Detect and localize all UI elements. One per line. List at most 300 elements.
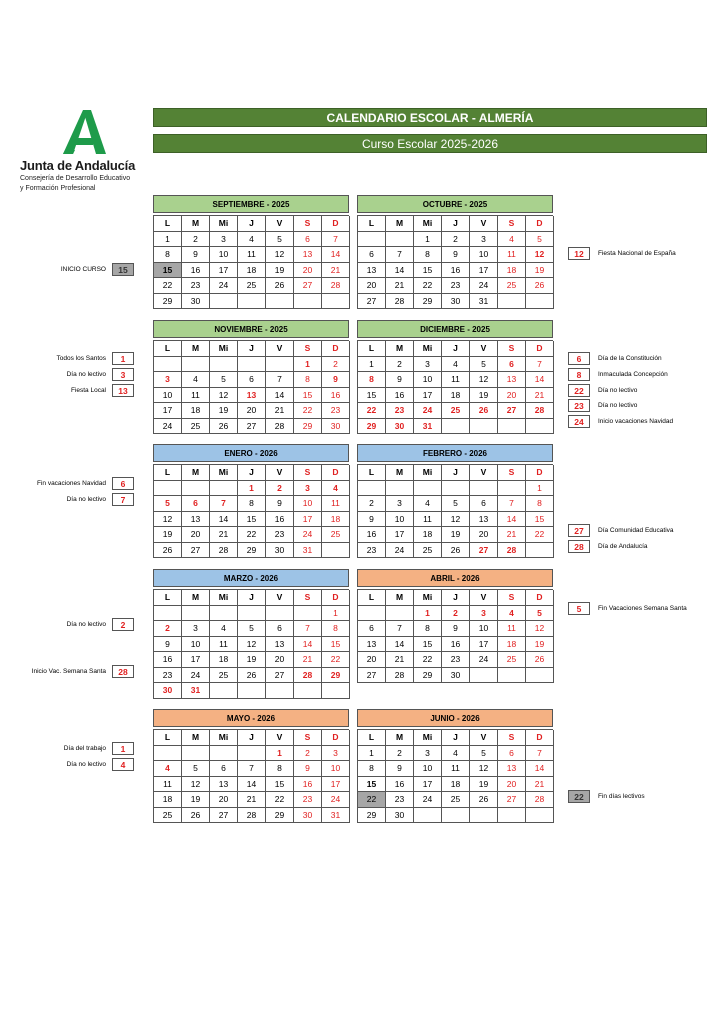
day-cell: 22	[358, 792, 386, 808]
weekday-header: M	[182, 590, 210, 606]
day-cell: 14	[386, 637, 414, 653]
month-grid	[153, 729, 349, 823]
day-cell: 2	[442, 606, 470, 622]
day-cell: 29	[358, 419, 386, 435]
day-cell: 20	[210, 792, 238, 808]
day-cell: 31	[294, 543, 322, 559]
month-title: OCTUBRE - 2025	[357, 195, 553, 213]
day-cell: 4	[238, 232, 266, 248]
weekday-header: Mi	[414, 590, 442, 606]
day-cell: 1	[414, 606, 442, 622]
day-cell: 18	[322, 512, 350, 528]
empty-cell	[154, 746, 182, 762]
month-title: NOVIEMBRE - 2025	[153, 320, 349, 338]
day-cell: 14	[210, 512, 238, 528]
page-subtitle: Curso Escolar 2025-2026	[153, 134, 707, 153]
calendar-note	[67, 617, 134, 631]
day-cell: 7	[526, 746, 554, 762]
day-cell: 26	[470, 403, 498, 419]
weekday-header: J	[442, 590, 470, 606]
weekday-header: S	[294, 590, 322, 606]
note-label: Día no lectivo	[66, 620, 106, 628]
empty-cell	[498, 419, 526, 435]
day-cell: 9	[266, 496, 294, 512]
day-cell: 18	[182, 403, 210, 419]
weekday-header: V	[266, 465, 294, 481]
day-cell: 5	[526, 232, 554, 248]
calendar-note	[568, 367, 668, 381]
note-day-box: 27	[568, 524, 590, 537]
day-cell: 16	[386, 388, 414, 404]
day-cell: 18	[238, 263, 266, 279]
note-day-box: 12	[568, 247, 590, 260]
weekday-header: M	[182, 341, 210, 357]
day-cell: 18	[498, 637, 526, 653]
day-cell: 7	[498, 496, 526, 512]
day-cell: 26	[182, 808, 210, 824]
day-cell: 10	[210, 247, 238, 263]
day-cell: 19	[154, 527, 182, 543]
empty-cell	[386, 481, 414, 497]
day-cell: 14	[238, 777, 266, 793]
day-cell: 16	[358, 527, 386, 543]
empty-cell	[498, 294, 526, 310]
day-cell: 5	[470, 357, 498, 373]
day-cell: 13	[358, 263, 386, 279]
weekday-header: M	[386, 216, 414, 232]
day-cell: 23	[154, 668, 182, 684]
month-calendar	[357, 709, 553, 823]
month-title: MAYO - 2026	[153, 709, 349, 727]
day-cell: 9	[322, 372, 350, 388]
day-cell: 4	[414, 496, 442, 512]
day-cell: 4	[154, 761, 182, 777]
empty-cell	[526, 543, 554, 559]
day-cell: 2	[266, 481, 294, 497]
month-calendar	[153, 444, 349, 558]
calendar-note	[71, 383, 134, 397]
day-cell: 10	[322, 761, 350, 777]
day-cell: 26	[154, 543, 182, 559]
weekday-header: J	[442, 730, 470, 746]
day-cell: 3	[470, 606, 498, 622]
weekday-header: S	[498, 341, 526, 357]
empty-cell	[442, 481, 470, 497]
weekday-header: S	[294, 341, 322, 357]
day-cell: 15	[358, 777, 386, 793]
weekday-header: D	[322, 730, 350, 746]
day-cell: 19	[470, 777, 498, 793]
day-cell: 27	[470, 543, 498, 559]
weekday-header: L	[154, 341, 182, 357]
junta-logo	[20, 108, 150, 193]
calendar-note	[56, 351, 134, 365]
day-cell: 14	[526, 761, 554, 777]
day-cell: 23	[442, 278, 470, 294]
day-cell: 18	[210, 652, 238, 668]
day-cell: 25	[154, 808, 182, 824]
day-cell: 30	[442, 294, 470, 310]
day-cell: 18	[442, 388, 470, 404]
empty-cell	[526, 808, 554, 824]
weekday-header: D	[322, 341, 350, 357]
day-cell: 28	[294, 668, 322, 684]
weekday-header: M	[386, 341, 414, 357]
empty-cell	[470, 808, 498, 824]
day-cell: 29	[294, 419, 322, 435]
day-cell: 20	[358, 278, 386, 294]
day-cell: 19	[182, 792, 210, 808]
day-cell: 4	[182, 372, 210, 388]
day-cell: 26	[442, 543, 470, 559]
month-title: ABRIL - 2026	[357, 569, 553, 587]
day-cell: 1	[238, 481, 266, 497]
weekday-header: D	[526, 465, 554, 481]
day-cell: 1	[358, 746, 386, 762]
day-cell: 19	[238, 652, 266, 668]
day-cell: 26	[266, 278, 294, 294]
day-cell: 19	[470, 388, 498, 404]
month-grid	[153, 464, 349, 558]
month-grid	[357, 464, 553, 558]
day-cell: 10	[294, 496, 322, 512]
day-cell: 15	[526, 512, 554, 528]
weekday-header: J	[442, 465, 470, 481]
day-cell: 26	[526, 652, 554, 668]
note-label: Fin días lectivos	[598, 792, 645, 800]
weekday-header: Mi	[210, 341, 238, 357]
day-cell: 13	[294, 247, 322, 263]
day-cell: 17	[414, 388, 442, 404]
note-day-box: 8	[568, 368, 590, 381]
day-cell: 26	[526, 278, 554, 294]
empty-cell	[210, 357, 238, 373]
month-title: ENERO - 2026	[153, 444, 349, 462]
note-day-box: 28	[112, 665, 134, 678]
day-cell: 25	[238, 278, 266, 294]
empty-cell	[526, 294, 554, 310]
note-label: Día de Andalucía	[598, 542, 648, 550]
day-cell: 7	[322, 232, 350, 248]
day-cell: 17	[386, 527, 414, 543]
day-cell: 2	[386, 746, 414, 762]
weekday-header: L	[358, 341, 386, 357]
note-day-box: 3	[112, 368, 134, 381]
day-cell: 3	[210, 232, 238, 248]
logo-sub-2: y Formación Profesional	[20, 185, 96, 192]
day-cell: 13	[182, 512, 210, 528]
day-cell: 4	[442, 357, 470, 373]
day-cell: 7	[526, 357, 554, 373]
day-cell: 27	[358, 294, 386, 310]
day-cell: 28	[386, 294, 414, 310]
weekday-header: S	[498, 730, 526, 746]
day-cell: 25	[414, 543, 442, 559]
empty-cell	[238, 357, 266, 373]
day-cell: 10	[414, 372, 442, 388]
day-cell: 8	[414, 621, 442, 637]
day-cell: 18	[154, 792, 182, 808]
day-cell: 28	[322, 278, 350, 294]
day-cell: 2	[182, 232, 210, 248]
month-title: DICIEMBRE - 2025	[357, 320, 553, 338]
day-cell: 5	[442, 496, 470, 512]
day-cell: 11	[154, 777, 182, 793]
day-cell: 14	[498, 512, 526, 528]
day-cell: 24	[470, 278, 498, 294]
day-cell: 15	[322, 637, 350, 653]
day-cell: 12	[526, 247, 554, 263]
month-calendar	[153, 320, 349, 434]
day-cell: 17	[414, 777, 442, 793]
day-cell: 1	[294, 357, 322, 373]
day-cell: 13	[498, 761, 526, 777]
day-cell: 26	[470, 792, 498, 808]
day-cell: 8	[238, 496, 266, 512]
weekday-header: D	[526, 730, 554, 746]
weekday-header: L	[154, 216, 182, 232]
day-cell: 8	[266, 761, 294, 777]
day-cell: 19	[266, 263, 294, 279]
day-cell: 17	[154, 403, 182, 419]
day-cell: 6	[294, 232, 322, 248]
month-grid	[357, 215, 553, 309]
empty-cell	[414, 481, 442, 497]
day-cell: 6	[210, 761, 238, 777]
day-cell: 3	[386, 496, 414, 512]
day-cell: 19	[526, 263, 554, 279]
day-cell: 9	[182, 247, 210, 263]
month-title: MARZO - 2026	[153, 569, 349, 587]
day-cell: 2	[358, 496, 386, 512]
weekday-header: J	[442, 341, 470, 357]
empty-cell	[470, 668, 498, 684]
day-cell: 18	[498, 263, 526, 279]
day-cell: 26	[210, 419, 238, 435]
day-cell: 27	[498, 792, 526, 808]
empty-cell	[182, 357, 210, 373]
day-cell: 21	[210, 527, 238, 543]
note-label: Todos los Santos	[56, 354, 106, 362]
day-cell: 7	[294, 621, 322, 637]
month-calendar	[153, 709, 349, 823]
note-label: Día del trabajo	[63, 744, 106, 752]
day-cell: 22	[154, 278, 182, 294]
weekday-header: M	[182, 216, 210, 232]
empty-cell	[526, 668, 554, 684]
calendar-note	[67, 367, 134, 381]
day-cell: 19	[526, 637, 554, 653]
day-cell: 12	[266, 247, 294, 263]
weekday-header: V	[266, 341, 294, 357]
day-cell: 16	[442, 637, 470, 653]
day-cell: 14	[266, 388, 294, 404]
day-cell: 8	[322, 621, 350, 637]
day-cell: 19	[442, 527, 470, 543]
day-cell: 20	[470, 527, 498, 543]
note-day-box: 13	[112, 384, 134, 397]
day-cell: 30	[386, 419, 414, 435]
day-cell: 25	[498, 278, 526, 294]
weekday-header: Mi	[414, 341, 442, 357]
day-cell: 30	[386, 808, 414, 824]
month-title: FEBRERO - 2026	[357, 444, 553, 462]
day-cell: 3	[470, 232, 498, 248]
day-cell: 9	[442, 621, 470, 637]
weekday-header: Mi	[210, 730, 238, 746]
day-cell: 22	[322, 652, 350, 668]
weekday-header: V	[266, 590, 294, 606]
calendar-note	[67, 757, 134, 771]
month-calendar	[357, 444, 553, 558]
note-label: Día no lectivo	[66, 495, 106, 503]
day-cell: 19	[210, 403, 238, 419]
day-cell: 27	[266, 668, 294, 684]
weekday-header: S	[498, 590, 526, 606]
day-cell: 6	[498, 746, 526, 762]
empty-cell	[322, 543, 350, 559]
month-calendar	[357, 195, 553, 309]
day-cell: 6	[182, 496, 210, 512]
weekday-header: S	[294, 216, 322, 232]
note-day-box: 15	[112, 263, 134, 276]
day-cell: 25	[322, 527, 350, 543]
day-cell: 31	[182, 683, 210, 699]
day-cell: 29	[414, 668, 442, 684]
day-cell: 24	[182, 668, 210, 684]
day-cell: 31	[322, 808, 350, 824]
day-cell: 20	[266, 652, 294, 668]
weekday-header: M	[182, 465, 210, 481]
weekday-header: S	[294, 465, 322, 481]
weekday-header: J	[238, 465, 266, 481]
weekday-header: V	[470, 216, 498, 232]
note-label: Fin Vacaciones Semana Santa	[598, 604, 687, 612]
month-calendar	[357, 569, 553, 683]
empty-cell	[294, 683, 322, 699]
weekday-header: L	[358, 465, 386, 481]
weekday-header: L	[358, 730, 386, 746]
day-cell: 6	[266, 621, 294, 637]
empty-cell	[266, 357, 294, 373]
day-cell: 11	[498, 247, 526, 263]
weekday-header: J	[442, 216, 470, 232]
empty-cell	[470, 419, 498, 435]
day-cell: 16	[386, 777, 414, 793]
empty-cell	[294, 294, 322, 310]
day-cell: 5	[470, 746, 498, 762]
day-cell: 31	[470, 294, 498, 310]
day-cell: 17	[210, 263, 238, 279]
note-label: INICIO CURSO	[60, 265, 106, 273]
day-cell: 8	[154, 247, 182, 263]
empty-cell	[498, 668, 526, 684]
day-cell: 1	[322, 606, 350, 622]
day-cell: 28	[526, 792, 554, 808]
day-cell: 18	[414, 527, 442, 543]
note-label: Día no lectivo	[598, 401, 638, 409]
day-cell: 4	[210, 621, 238, 637]
day-cell: 13	[358, 637, 386, 653]
day-cell: 16	[442, 263, 470, 279]
day-cell: 25	[210, 668, 238, 684]
day-cell: 16	[154, 652, 182, 668]
empty-cell	[498, 808, 526, 824]
day-cell: 28	[526, 403, 554, 419]
empty-cell	[238, 294, 266, 310]
note-label: Fiesta Local	[70, 386, 106, 394]
note-day-box: 5	[568, 602, 590, 615]
note-day-box: 6	[112, 477, 134, 490]
empty-cell	[210, 294, 238, 310]
note-label: Día no lectivo	[598, 386, 638, 394]
calendar-note	[568, 523, 674, 537]
calendar-note	[32, 664, 134, 678]
day-cell: 6	[470, 496, 498, 512]
day-cell: 23	[322, 403, 350, 419]
day-cell: 23	[386, 792, 414, 808]
note-label: Día Comunidad Educativa	[598, 526, 674, 534]
weekday-header: D	[322, 465, 350, 481]
note-day-box: 28	[568, 540, 590, 553]
day-cell: 22	[266, 792, 294, 808]
note-day-box: 22	[568, 790, 590, 803]
weekday-header: V	[470, 465, 498, 481]
day-cell: 18	[442, 777, 470, 793]
calendar-note	[37, 476, 134, 490]
weekday-header: D	[526, 590, 554, 606]
empty-cell	[238, 606, 266, 622]
day-cell: 24	[154, 419, 182, 435]
day-cell: 10	[470, 247, 498, 263]
weekday-header: S	[498, 216, 526, 232]
calendar-note	[67, 492, 134, 506]
empty-cell	[358, 481, 386, 497]
day-cell: 5	[266, 232, 294, 248]
day-cell: 20	[238, 403, 266, 419]
empty-cell	[358, 232, 386, 248]
day-cell: 24	[386, 543, 414, 559]
day-cell: 30	[294, 808, 322, 824]
weekday-header: V	[470, 341, 498, 357]
day-cell: 2	[386, 357, 414, 373]
day-cell: 15	[266, 777, 294, 793]
month-calendar	[357, 320, 553, 434]
month-calendar	[153, 195, 349, 309]
day-cell: 12	[182, 777, 210, 793]
day-cell: 11	[442, 372, 470, 388]
empty-cell	[322, 294, 350, 310]
page-title: CALENDARIO ESCOLAR - ALMERÍA	[153, 108, 707, 127]
day-cell: 11	[442, 761, 470, 777]
empty-cell	[498, 481, 526, 497]
empty-cell	[182, 481, 210, 497]
weekday-header: M	[386, 590, 414, 606]
empty-cell	[414, 808, 442, 824]
day-cell: 9	[386, 372, 414, 388]
day-cell: 29	[238, 543, 266, 559]
day-cell: 30	[442, 668, 470, 684]
day-cell: 4	[498, 606, 526, 622]
day-cell: 24	[470, 652, 498, 668]
day-cell: 28	[238, 808, 266, 824]
weekday-header: Mi	[210, 216, 238, 232]
calendar-note	[568, 414, 673, 428]
day-cell: 20	[294, 263, 322, 279]
day-cell: 28	[266, 419, 294, 435]
day-cell: 6	[358, 247, 386, 263]
day-cell: 21	[294, 652, 322, 668]
